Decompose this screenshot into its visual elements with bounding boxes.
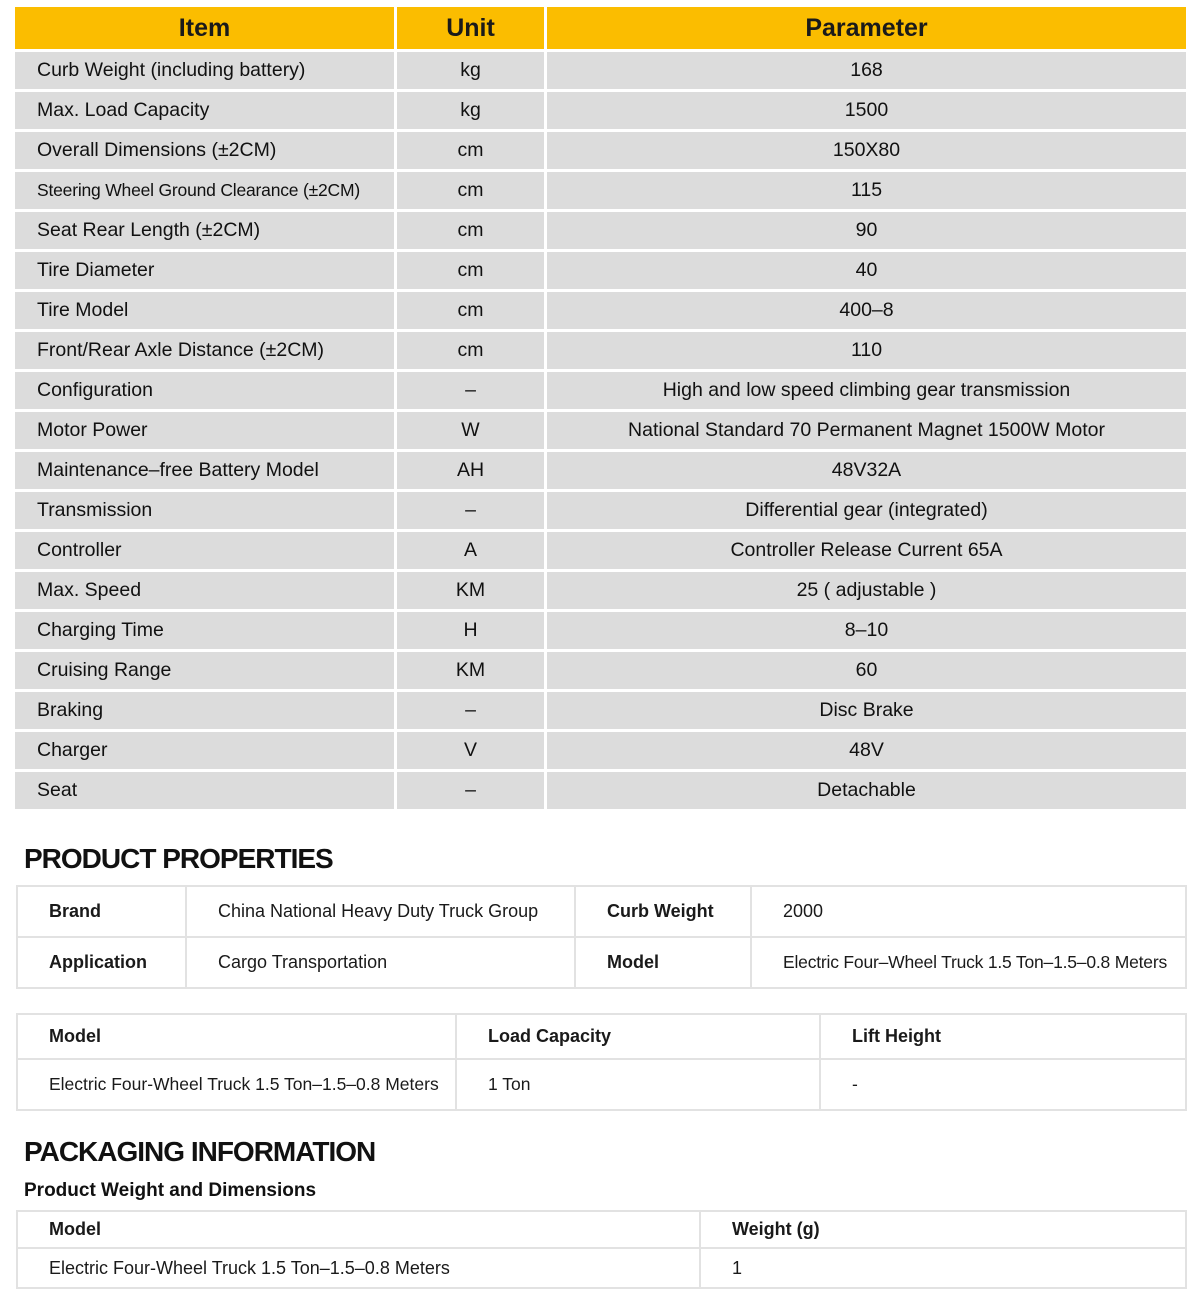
spec-item: Cruising Range [15,652,397,692]
product-properties-table [16,885,1187,989]
property-label-application: Application [17,937,186,988]
spec-param: Disc Brake [547,692,1186,732]
spec-unit: cm [397,332,547,372]
spec-param: 60 [547,652,1186,692]
table-row [15,252,1186,292]
packaging-weight-value: 1 [700,1248,1186,1288]
header-weight: Weight (g) [700,1211,1186,1248]
header-unit: Unit [397,7,547,52]
table-row [15,572,1186,612]
spec-param: 1500 [547,92,1186,132]
spec-param: 115 [547,172,1186,212]
property-value-application: Cargo Transportation [186,937,575,988]
table-row [15,412,1186,452]
table-row [15,772,1186,812]
packaging-header-row [17,1211,1186,1248]
spec-unit: cm [397,132,547,172]
table-row [17,937,1186,988]
table-row [15,372,1186,412]
spec-unit: cm [397,292,547,332]
spec-param: 8–10 [547,612,1186,652]
table-row [15,332,1186,372]
spec-unit: cm [397,252,547,292]
table-row [15,692,1186,732]
header-model: Model [17,1211,700,1248]
spec-unit: kg [397,52,547,92]
spec-param: Differential gear (integrated) [547,492,1186,532]
spec-item: Braking [15,692,397,732]
property-label-curb-weight: Curb Weight [575,886,751,937]
table-row [15,212,1186,252]
spec-item: Maintenance–free Battery Model [15,452,397,492]
load-capacity-value: 1 Ton [456,1059,820,1110]
spec-unit: – [397,692,547,732]
product-properties-heading: PRODUCT PROPERTIES [24,843,333,874]
spec-header-row [15,7,1186,52]
spec-unit: W [397,412,547,452]
lift-height-value: - [820,1059,1186,1110]
spec-item: Charger [15,732,397,772]
spec-item: Transmission [15,492,397,532]
spec-param: 25 ( adjustable ) [547,572,1186,612]
property-label-brand: Brand [17,886,186,937]
spec-item: Controller [15,532,397,572]
table-row [17,1059,1186,1110]
packaging-model-value: Electric Four-Wheel Truck 1.5 Ton–1.5–0.8 Meters [17,1248,700,1288]
spec-param: National Standard 70 Permanent Magnet 1500W Motor [547,412,1186,452]
spec-item: Curb Weight (including battery) [15,52,397,92]
spec-unit: – [397,372,547,412]
property-value-brand: China National Heavy Duty Truck Group [186,886,575,937]
table-row [15,492,1186,532]
spec-item: Max. Load Capacity [15,92,397,132]
property-label-model: Model [575,937,751,988]
header-parameter: Parameter [547,7,1186,52]
spec-param: 40 [547,252,1186,292]
table-row [15,292,1186,332]
property-value-curb-weight: 2000 [751,886,1186,937]
spec-item: Motor Power [15,412,397,452]
model-header-row [17,1014,1186,1059]
spec-unit: AH [397,452,547,492]
spec-item: Seat Rear Length (±2CM) [15,212,397,252]
spec-param: High and low speed climbing gear transmission [547,372,1186,412]
table-row [15,92,1186,132]
spec-rows [15,52,1186,812]
spec-param: 110 [547,332,1186,372]
spec-unit: – [397,772,547,812]
spec-unit: KM [397,572,547,612]
table-row [15,532,1186,572]
packaging-table [16,1210,1187,1289]
spec-param: 168 [547,52,1186,92]
spec-param: 90 [547,212,1186,252]
table-row [15,612,1186,652]
spec-unit: kg [397,92,547,132]
spec-unit: H [397,612,547,652]
header-item: Item [15,7,397,52]
table-row [15,132,1186,172]
table-row [15,172,1186,212]
table-row [15,652,1186,692]
spec-unit: A [397,532,547,572]
spec-item: Charging Time [15,612,397,652]
header-load-capacity: Load Capacity [456,1014,820,1059]
header-model: Model [17,1014,456,1059]
spec-item: Tire Diameter [15,252,397,292]
spec-item: Tire Model [15,292,397,332]
table-row [15,452,1186,492]
spec-table [15,7,1186,812]
spec-item: Overall Dimensions (±2CM) [15,132,397,172]
spec-param: 48V32A [547,452,1186,492]
spec-param: 48V [547,732,1186,772]
spec-unit: – [397,492,547,532]
spec-unit: V [397,732,547,772]
property-value-model: Electric Four–Wheel Truck 1.5 Ton–1.5–0.8 Meters [751,937,1186,988]
spec-param: Controller Release Current 65A [547,532,1186,572]
table-row [17,886,1186,937]
packaging-heading: PACKAGING INFORMATION [24,1136,376,1167]
table-row [15,52,1186,92]
model-value: Electric Four-Wheel Truck 1.5 Ton–1.5–0.8 Meters [17,1059,456,1110]
spec-item: Max. Speed [15,572,397,612]
spec-param: 150X80 [547,132,1186,172]
model-table [16,1013,1187,1111]
spec-item: Configuration [15,372,397,412]
spec-param: Detachable [547,772,1186,812]
spec-unit: KM [397,652,547,692]
spec-param: 400–8 [547,292,1186,332]
table-row [17,1248,1186,1288]
table-row [15,732,1186,772]
spec-item: Steering Wheel Ground Clearance (±2CM) [15,172,397,212]
spec-item: Front/Rear Axle Distance (±2CM) [15,332,397,372]
spec-unit: cm [397,212,547,252]
spec-item: Seat [15,772,397,812]
header-lift-height: Lift Height [820,1014,1186,1059]
packaging-subheading: Product Weight and Dimensions [24,1180,317,1201]
spec-unit: cm [397,172,547,212]
